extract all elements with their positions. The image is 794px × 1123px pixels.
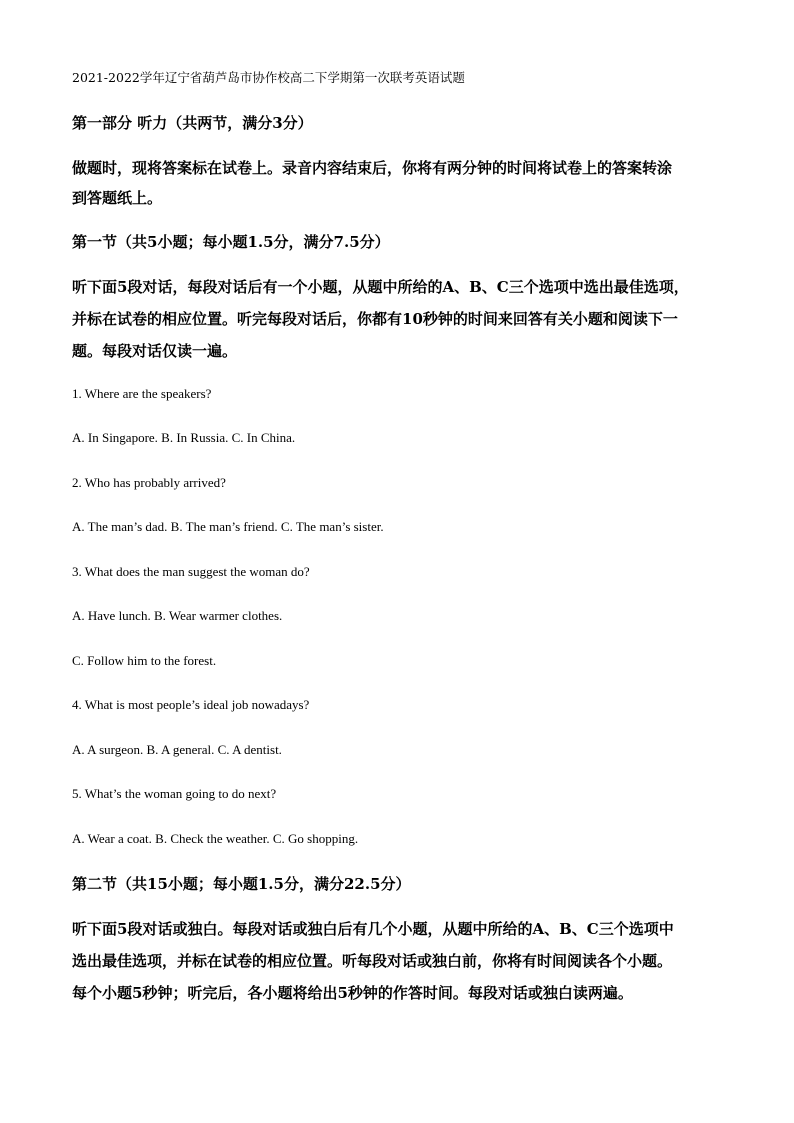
question-1: 1. Where are the speakers?	[72, 386, 212, 401]
intro-line-1: 做题时，现将答案标在试卷上。录音内容结束后，你将有两分钟的时间将试卷上的答案转涂	[72, 159, 673, 177]
question-5: 5. What’s the woman going to do next?	[72, 786, 277, 801]
question-5-options: A. Wear a coat. B. Check the weather. C. Go shopping.	[72, 831, 359, 846]
question-4-options: A. A surgeon. B. A general. C. A dentist.	[72, 742, 282, 757]
section1-instruction-line-3: 题。每段对话仅读一遍。	[72, 342, 238, 360]
question-3: 3. What does the man suggest the woman do?	[72, 564, 310, 579]
question-2: 2. Who has probably arrived?	[72, 475, 226, 490]
section2-instruction-line-3: 每个小题5秒钟；听完后，各小题将给出5秒钟的作答时间。每段对话或独白读两遍。	[72, 984, 633, 1002]
section2-instruction-line-1: 听下面5段对话或独白。每段对话或独白后有几个小题，从题中所给的A、B、C三个选项中	[72, 920, 674, 938]
question-4: 4. What is most people’s ideal job nowadays?	[72, 697, 310, 712]
question-1-options: A. In Singapore. B. In Russia. C. In China.	[72, 430, 296, 445]
part1-heading: 第一部分 听力（共两节，满分3分）	[72, 114, 313, 132]
section1-instruction-line-1: 听下面5段对话，每段对话后有一个小题，从题中所给的A、B、C三个选项中选出最佳选项，	[72, 278, 689, 296]
section2-heading: 第二节（共15小题；每小题1.5分，满分22.5分）	[72, 875, 411, 893]
section2-instruction-line-2: 选出最佳选项，并标在试卷的相应位置。听每段对话或独白前，你将有时间阅读各个小题。	[72, 952, 673, 970]
question-2-options: A. The man’s dad. B. The man’s friend. C. The man’s sister.	[72, 519, 384, 534]
document-title: 2021-2022学年辽宁省葫芦岛市协作校高二下学期第一次联考英语试题	[72, 70, 465, 85]
question-3-option-c: C. Follow him to the forest.	[72, 653, 217, 668]
section1-heading: 第一节（共5小题；每小题1.5分，满分7.5分）	[72, 233, 390, 251]
section1-instruction-line-2: 并标在试卷的相应位置。听完每段对话后，你都有10秒钟的时间来回答有关小题和阅读下一	[72, 310, 678, 328]
intro-line-2: 到答题纸上。	[72, 189, 163, 207]
question-3-options-ab: A. Have lunch. B. Wear warmer clothes.	[72, 608, 283, 623]
